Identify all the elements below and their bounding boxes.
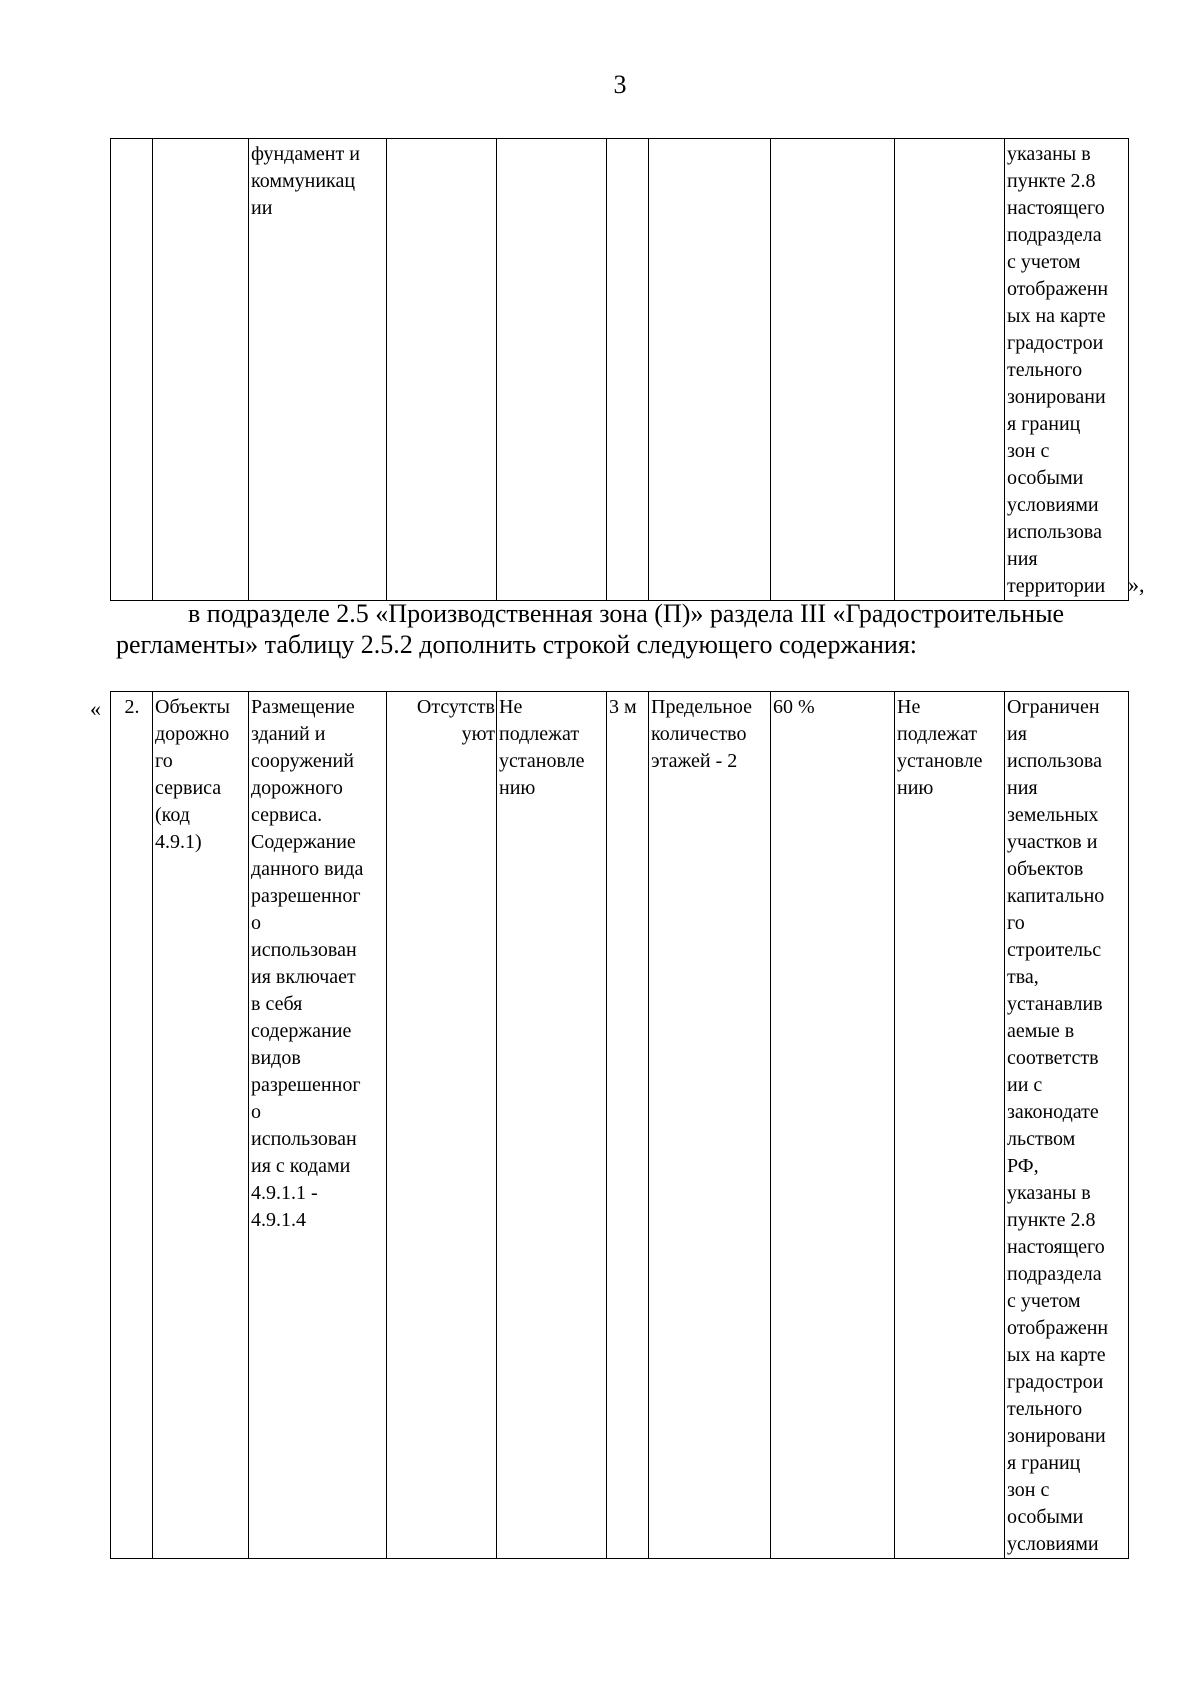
closing-quote-mark: », [1128, 572, 1145, 597]
paragraph-line-1: в подразделе 2.5 «Производственная зона (П)» раздела III «Градостроительные [188, 599, 1065, 628]
cell-description: Размещение зданий и сооружений дорожного сервиса. Содержание данного вида разрешенног о использован ия включает в себя содержание видов разрешенног о использован ия с кодами 4.9.1.1 - 4.9.1.4 [249, 692, 387, 1559]
cell-col5: Не подлежат установле нию [497, 692, 607, 1559]
cell-name: Объекты дорожно го сервиса (код 4.9.1) [153, 692, 249, 1559]
cell-col8: 60 % [771, 692, 895, 1559]
added-row-table [110, 691, 1129, 1559]
cell-col4 [387, 139, 497, 601]
cell-col7: Предельное количество этажей - 2 [649, 692, 771, 1559]
cell-restrictions: указаны в пункте 2.8 настоящего подраздела с учетом отображенн ых на карте градострои тельного зонировани я границ зон с особыми условиями использова ния территории [1005, 139, 1129, 601]
cell-col6 [607, 139, 649, 601]
amendment-paragraph [116, 598, 1126, 660]
table-row [111, 692, 1129, 1559]
cell-col9 [895, 139, 1005, 601]
page-number: 3 [613, 70, 627, 99]
cell-col8 [771, 139, 895, 601]
cell-number: 2. [111, 692, 153, 1559]
cell-number [111, 139, 153, 601]
cell-col9: Не подлежат установле нию [895, 692, 1005, 1559]
cell-restrictions: Ограничен ия использова ния земельных участков и объектов капитально го строительс тва, устанавлив аемые в соответств ии с законодате льством РФ, указаны в пункте 2.8 настоящего подраздела с учетом отображенн ых на карте градострои тельного зонировани я границ зон с особыми условиями [1005, 692, 1129, 1559]
paragraph-line-2: регламенты» таблицу 2.5.2 дополнить строкой следующего содержания: [116, 630, 918, 659]
cell-col7 [649, 139, 771, 601]
cell-col5 [497, 139, 607, 601]
opening-quote-mark: « [90, 696, 101, 721]
cell-description: фундамент и коммуникац ии [249, 139, 387, 601]
cell-name [153, 139, 249, 601]
continued-table [110, 138, 1129, 601]
cell-col4: Отсутств уют [387, 692, 497, 1559]
cell-col6: 3 м [607, 692, 649, 1559]
table-row [111, 139, 1129, 601]
